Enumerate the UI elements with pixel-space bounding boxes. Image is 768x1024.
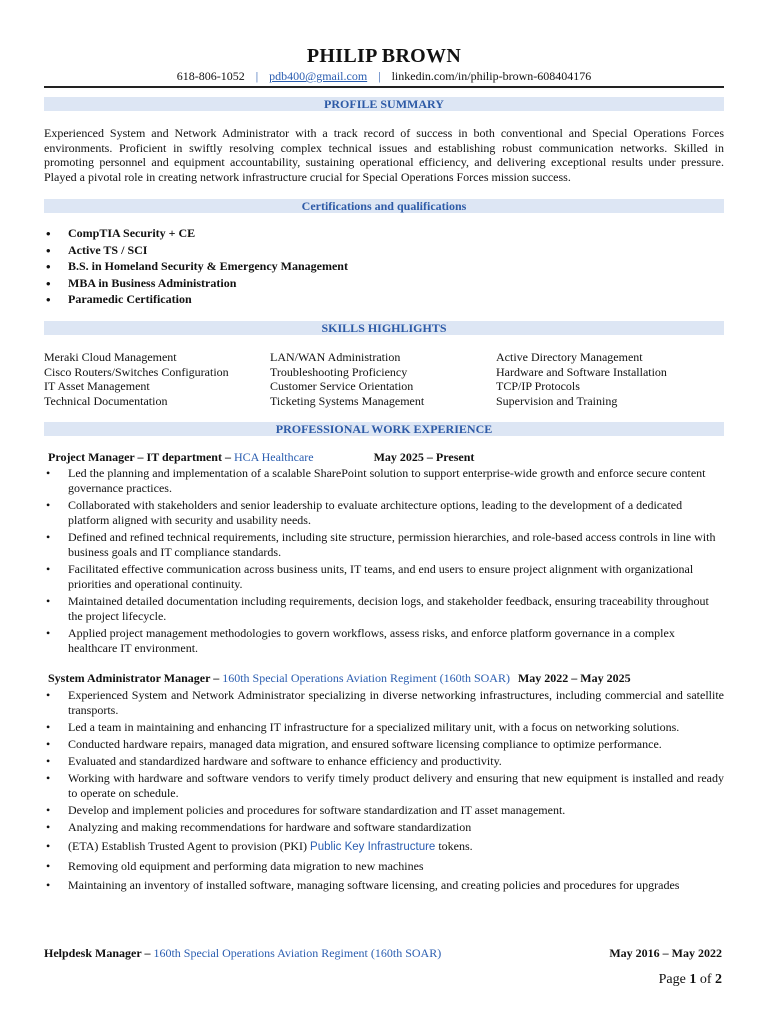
job-duties-list [44, 466, 724, 658]
certifications-list [44, 226, 348, 309]
skill-item: Cisco Routers/Switches Configuration [44, 364, 229, 379]
job-title-text: Helpdesk Manager – [44, 946, 154, 960]
list-item: • Led a team in maintaining and enhancing IT infrastructure for a specialized military unit, with a focus on networking solutions. [44, 720, 724, 735]
list-item: • Evaluated and standardized hardware and software to enhance efficiency and productivity. [44, 754, 724, 769]
skills-grid [44, 350, 734, 408]
page-number [659, 972, 722, 988]
linkedin-url: linkedin.com/in/philip-brown-608404176 [391, 69, 592, 83]
contact-separator: | [255, 69, 259, 83]
contact-separator: | [378, 69, 381, 83]
candidate-name: PHILIP BROWN [306, 45, 462, 67]
list-item: • Defined and refined technical requirements, including site structure, permission hierarchies, and role-based access controls in line with business goals and IT compliance standards. [44, 530, 724, 560]
skill-item: Customer Service Orientation [270, 379, 414, 393]
employer-name: 160th Special Operations Aviation Regiment (160th SOAR) [222, 671, 510, 685]
list-item: • Maintaining an inventory of installed software, managing software licensing, and creating policies and procedures for upgrades [44, 878, 724, 893]
list-item: • Removing old equipment and performing data migration to new machines [44, 859, 724, 874]
list-item: • Develop and implement policies and procedures for software standardization and IT asset management. [44, 803, 724, 818]
list-item: • Active TS / SCI [44, 243, 348, 260]
list-item: • Experienced System and Network Administrator specializing in diverse networking infrastructures, including commercial and satellite transports. [44, 688, 724, 718]
contact-line [0, 69, 768, 84]
pki-highlight: Public Key Infrastructure [310, 841, 436, 853]
list-item: • Conducted hardware repairs, managed data migration, and ensured software licensing compliance to optimize performance. [44, 737, 724, 752]
page-current: 1 [689, 972, 697, 987]
list-item: • Working with hardware and software vendors to verify timely product delivery and ensuring that new equipment is installed and ready to operate on schedule. [44, 771, 724, 801]
job-duties-list [44, 688, 724, 895]
profile-summary-heading: PROFILE SUMMARY [44, 97, 724, 111]
work-experience-heading: PROFESSIONAL WORK EXPERIENCE [44, 422, 724, 436]
email-link[interactable]: pdb400@gmail.com [269, 69, 368, 83]
skill-item: LAN/WAN Administration [270, 350, 401, 364]
skill-item: Technical Documentation [44, 393, 168, 408]
of-word: of [699, 972, 712, 987]
skill-item: Hardware and Software Installation [496, 364, 667, 379]
skill-item: Supervision and Training [496, 393, 618, 408]
job-dates: May 2022 – May 2025 [517, 671, 631, 685]
list-item: • Led the planning and implementation of a scalable SharePoint solution to support enterprise-wide growth and enforce secure content governance practices. [44, 466, 724, 496]
job-dates: May 2016 – May 2022 [609, 946, 722, 960]
header-divider [44, 86, 724, 88]
pki-text-after: tokens. [435, 839, 473, 853]
job-title-project-manager [48, 450, 474, 465]
page-word: Page [658, 972, 686, 987]
skill-item: Ticketing Systems Management [270, 393, 425, 408]
list-item: • Paramedic Certification [44, 292, 348, 309]
list-item: • Collaborated with stakeholders and senior leadership to evaluate architecture options, leading to the development of a dedicated platform aligned with security and usability needs. [44, 498, 724, 528]
job-dates: May 2025 – Present [373, 450, 475, 464]
skills-heading: SKILLS HIGHLIGHTS [44, 321, 724, 335]
list-item: • B.S. in Homeland Security & Emergency Management [44, 259, 348, 276]
phone-number: 618-806-1052 [176, 69, 245, 83]
list-item: • Facilitated effective communication across business units, IT teams, and end users to ensure project alignment with organizational priorities and operational continuity. [44, 562, 724, 592]
profile-summary-text: Experienced System and Network Administrator with a track record of success in both conventional and Special Operations Forces environments. Proficient in swiftly resolving complex technical issues and establishing robust communication networks. Skilled in promoting personnel and equipment accountability, sustaining operational efficiency, and delivering exceptional results under pressure. Played a pivotal role in creating network infrastructure crucial for Special Operations Forces mission success. [44, 126, 724, 184]
employer-name: 160th Special Operations Aviation Regiment (160th SOAR) [153, 946, 442, 960]
job-title-text: Project Manager – IT department – [48, 450, 234, 464]
skill-item: Active Directory Management [496, 350, 643, 364]
list-item: • CompTIA Security + CE [44, 226, 348, 243]
list-item: • Applied project management methodologies to govern workflows, assess risks, and enforce platform governance in a complex healthcare IT environment. [44, 626, 724, 656]
pki-text-before: (ETA) Establish Trusted Agent to provision (PKI) [68, 839, 311, 853]
skill-item: TCP/IP Protocols [496, 379, 580, 393]
list-item: • MBA in Business Administration [44, 276, 348, 293]
job-title-helpdesk-manager [44, 946, 441, 961]
job-title-system-administrator [48, 671, 631, 686]
list-item: • Maintained detailed documentation including requirements, decision logs, and stakeholder feedback, ensuring traceability throughout the project lifecycle. [44, 594, 724, 624]
page-total: 2 [715, 972, 722, 987]
skill-item: Troubleshooting Proficiency [270, 364, 408, 379]
employer-name: HCA Healthcare [233, 450, 314, 464]
skill-item: Meraki Cloud Management [44, 350, 177, 364]
list-item: • Analyzing and making recommendations for hardware and software standardization [44, 820, 724, 835]
certifications-heading: Certifications and qualifications [44, 199, 724, 213]
skill-item: IT Asset Management [44, 379, 150, 393]
job-title-text: System Administrator Manager – [48, 671, 223, 685]
list-item-pki [44, 839, 724, 855]
